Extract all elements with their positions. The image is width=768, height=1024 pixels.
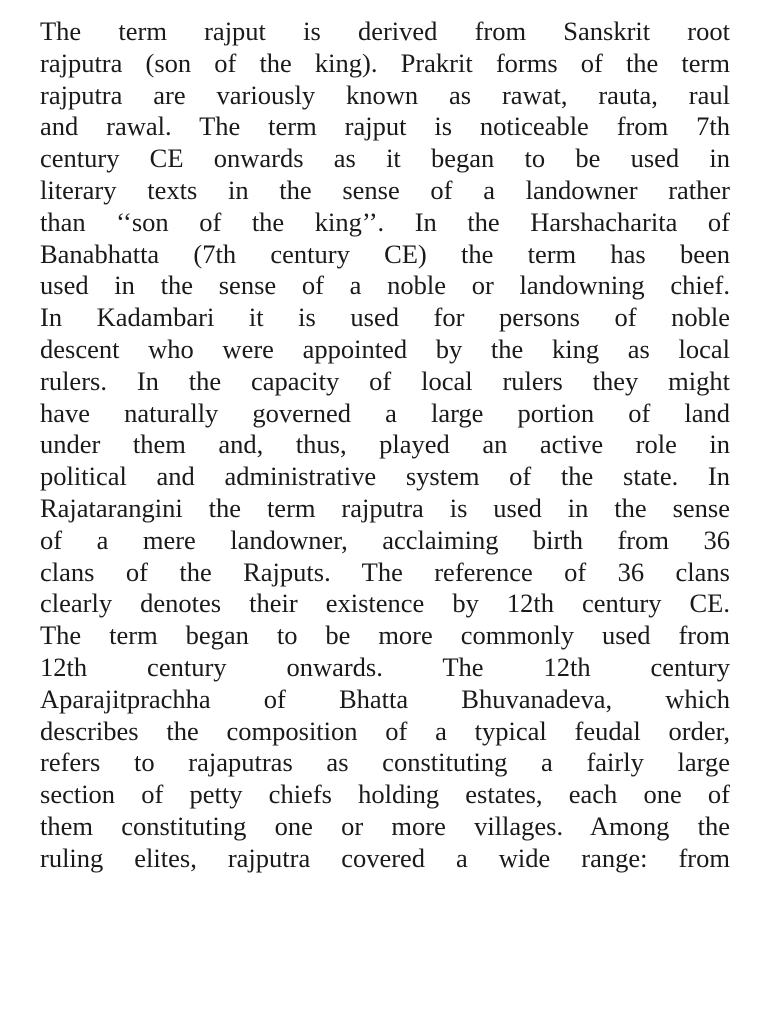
text-line-13: have naturally governed a large portion of land: [40, 397, 730, 428]
text-line-12: rulers. In the capacity of local rulers they might: [40, 365, 730, 396]
text-line-3: rajputra are variously known as rawat, rauta, raul: [40, 79, 730, 110]
text-line-15: political and administrative system of the state. In: [40, 461, 730, 492]
text-line-21: 12th century onwards. The 12th century: [40, 651, 730, 682]
text-line-22: Aparajitprachha of Bhatta Bhuvanadeva, which: [40, 683, 730, 714]
text-line-17: of a mere landowner, acclaiming birth from 36: [40, 524, 730, 555]
text-line-10: In Kadambari it is used for persons of noble: [40, 302, 730, 333]
text-line-11: descent who were appointed by the king as local: [40, 333, 730, 364]
text-line-16: Rajatarangini the term rajputra is used in the sense: [40, 492, 730, 523]
text-line-18: clans of the Rajputs. The reference of 36 clans: [40, 556, 730, 587]
text-line-8: Banabhatta (7th century CE) the term has been: [40, 238, 730, 269]
text-line-5: century CE onwards as it began to be used in: [40, 143, 730, 174]
text-line-2: rajputra (son of the king). Prakrit forms of the term: [40, 47, 730, 78]
text-line-19: clearly denotes their existence by 12th century CE.: [40, 588, 730, 619]
text-line-14: under them and, thus, played an active role in: [40, 429, 730, 460]
text-line-9: used in the sense of a noble or landowning chief.: [40, 270, 730, 301]
body-paragraph: [40, 16, 730, 875]
text-line-7: than ‘‘son of the king’’. In the Harshacharita of: [40, 206, 730, 237]
document-page: [40, 16, 730, 1016]
text-line-4: and rawal. The term rajput is noticeable from 7th: [40, 111, 730, 142]
text-line-20: The term began to be more commonly used from: [40, 620, 730, 651]
text-line-6: literary texts in the sense of a landowner rather: [40, 174, 730, 205]
text-line-23: describes the composition of a typical feudal order,: [40, 715, 730, 746]
text-line-26: them constituting one or more villages. Among the: [40, 810, 730, 841]
text-line-25: section of petty chiefs holding estates, each one of: [40, 779, 730, 810]
text-line-27: ruling elites, rajputra covered a wide range: from: [40, 842, 730, 873]
text-line-24: refers to rajaputras as constituting a fairly large: [40, 747, 730, 778]
text-line-1: The term rajput is derived from Sanskrit root: [40, 16, 730, 46]
